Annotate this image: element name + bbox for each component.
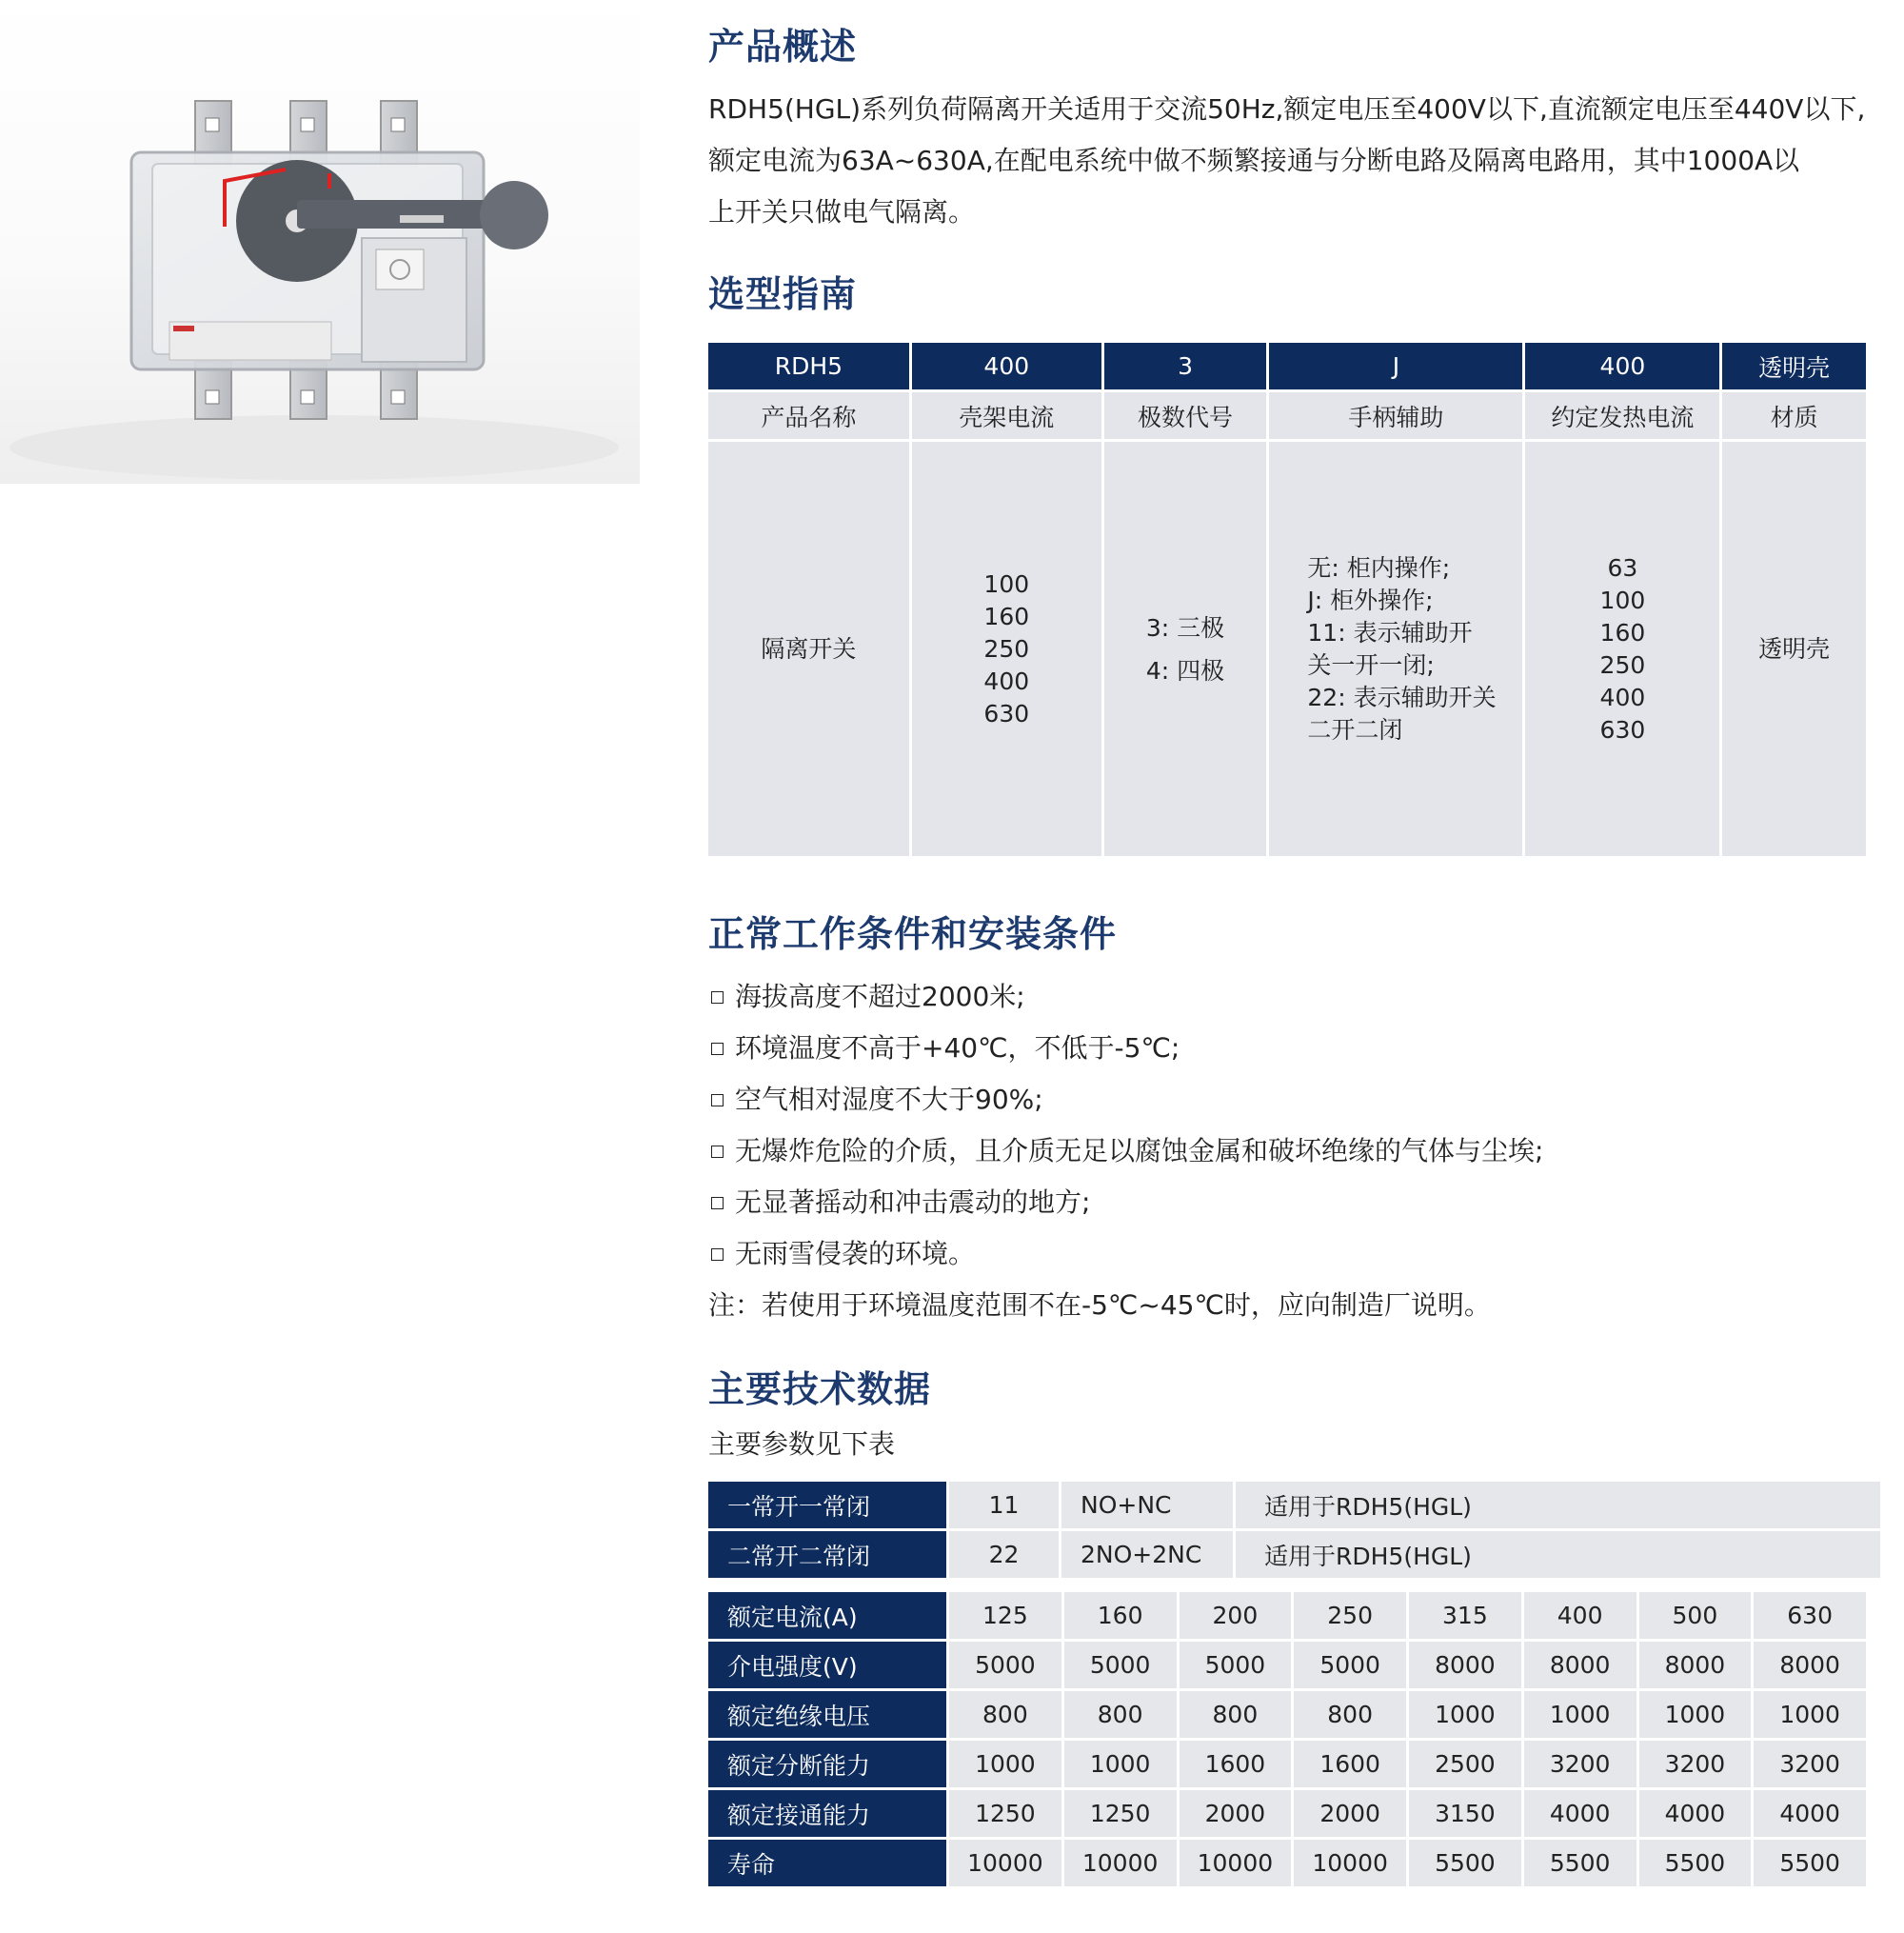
param-value-cell: 800 xyxy=(1064,1691,1177,1741)
param-value-cell: 800 xyxy=(949,1691,1061,1741)
table-row xyxy=(708,1741,1866,1790)
condition-text: 无爆炸危险的介质，且介质无足以腐蚀金属和破坏绝缘的气体与尘埃; xyxy=(735,1135,1544,1166)
param-name-cell: 额定电流(A) xyxy=(708,1592,946,1642)
frame-current-value: 160 xyxy=(983,602,1030,630)
param-value-cell: 8000 xyxy=(1524,1642,1636,1691)
handle-cell xyxy=(1269,442,1522,859)
aux-applies-cell: 适用于RDH5(HGL) xyxy=(1236,1531,1880,1581)
param-value-cell: 400 xyxy=(1524,1592,1636,1642)
thermal-current-value: 100 xyxy=(1599,586,1646,614)
list-item xyxy=(708,971,1543,1023)
aux-name-cell: 一常开一常闭 xyxy=(708,1482,946,1531)
poles-cell xyxy=(1104,442,1267,859)
selection-table xyxy=(705,343,1869,859)
param-value-cell: 1000 xyxy=(949,1741,1061,1790)
thermal-current-value: 63 xyxy=(1607,553,1638,582)
frame-current-value: 100 xyxy=(983,569,1030,598)
frame-current-value: 630 xyxy=(983,699,1030,727)
param-value-cell: 5000 xyxy=(1064,1642,1177,1691)
aux-contact-cell: 2NO+2NC xyxy=(1061,1531,1233,1581)
selection-title: 选型指南 xyxy=(708,273,858,315)
aux-applies-cell: 适用于RDH5(HGL) xyxy=(1236,1482,1880,1531)
table-row xyxy=(708,1592,1866,1642)
parameter-table-body xyxy=(708,1592,1866,1889)
param-value-cell: 3200 xyxy=(1639,1741,1752,1790)
param-value-cell: 5500 xyxy=(1639,1840,1752,1889)
selection-code-row xyxy=(708,343,1866,392)
table-row xyxy=(708,1691,1866,1741)
pole-option: 4: 四极 xyxy=(1145,656,1225,685)
param-value-cell: 2000 xyxy=(1294,1790,1406,1840)
thermal-current-value: 400 xyxy=(1599,683,1646,711)
condition-text: 空气相对湿度不大于90%; xyxy=(735,1084,1043,1115)
param-value-cell: 3150 xyxy=(1409,1790,1521,1840)
label-cell: 极数代号 xyxy=(1104,392,1267,442)
code-cell: 400 xyxy=(1525,343,1719,392)
label-cell: 材质 xyxy=(1722,392,1866,442)
material-cell: 透明壳 xyxy=(1722,442,1866,859)
param-value-cell: 315 xyxy=(1409,1592,1521,1642)
table-row xyxy=(708,1482,1880,1531)
param-value-cell: 1250 xyxy=(1064,1790,1177,1840)
handle-line: 二开二闭 xyxy=(1307,715,1403,744)
table-row xyxy=(708,1642,1866,1691)
frame-current-value: 400 xyxy=(983,667,1030,695)
label-cell: 约定发热电流 xyxy=(1525,392,1719,442)
param-value-cell: 1600 xyxy=(1180,1741,1292,1790)
list-item xyxy=(708,1177,1543,1228)
param-value-cell: 1250 xyxy=(949,1790,1061,1840)
isolation-switch-illustration xyxy=(0,0,640,484)
code-cell: 透明壳 xyxy=(1722,343,1866,392)
param-value-cell: 1000 xyxy=(1409,1691,1521,1741)
param-name-cell: 额定接通能力 xyxy=(708,1790,946,1840)
code-cell: 3 xyxy=(1104,343,1267,392)
param-value-cell: 10000 xyxy=(1180,1840,1292,1889)
condition-text: 无雨雪侵袭的环境。 xyxy=(735,1238,976,1269)
param-value-cell: 2500 xyxy=(1409,1741,1521,1790)
aux-name-cell: 二常开二常闭 xyxy=(708,1531,946,1581)
overview-paragraph xyxy=(708,84,1889,238)
param-value-cell: 1000 xyxy=(1524,1691,1636,1741)
tech-subtitle: 主要参数见下表 xyxy=(708,1428,896,1460)
list-item xyxy=(708,1228,1543,1280)
checkbox-bullet-icon xyxy=(711,991,724,1004)
param-value-cell: 5000 xyxy=(1180,1642,1292,1691)
checkbox-bullet-icon xyxy=(711,1094,724,1106)
overview-line: 额定电流为63A~630A,在配电系统中做不频繁接通与分断电路及隔离电路用，其中1000A以 xyxy=(708,145,1800,176)
selection-label-row xyxy=(708,392,1866,442)
list-item xyxy=(708,1023,1543,1074)
parameter-table xyxy=(705,1592,1869,1889)
aux-contact-table xyxy=(705,1482,1883,1581)
param-value-cell: 10000 xyxy=(1294,1840,1406,1889)
label-cell: 手柄辅助 xyxy=(1269,392,1522,442)
condition-text: 无显著摇动和冲击震动的地方; xyxy=(735,1186,1091,1218)
overview-line: RDH5(HGL)系列负荷隔离开关适用于交流50Hz,额定电压至400V以下,直流额定电压至440V以下, xyxy=(708,93,1866,125)
param-value-cell: 10000 xyxy=(949,1840,1061,1889)
list-item xyxy=(708,1126,1543,1177)
param-value-cell: 200 xyxy=(1180,1592,1292,1642)
param-value-cell: 8000 xyxy=(1639,1642,1752,1691)
param-name-cell: 额定分断能力 xyxy=(708,1741,946,1790)
param-value-cell: 160 xyxy=(1064,1592,1177,1642)
param-value-cell: 2000 xyxy=(1180,1790,1292,1840)
checkbox-bullet-icon xyxy=(711,1146,724,1158)
param-value-cell: 1000 xyxy=(1064,1741,1177,1790)
table-row xyxy=(708,1840,1866,1889)
code-cell: 400 xyxy=(912,343,1101,392)
param-value-cell: 5500 xyxy=(1409,1840,1521,1889)
product-name-cell: 隔离开关 xyxy=(708,442,909,859)
param-value-cell: 250 xyxy=(1294,1592,1406,1642)
conditions-list xyxy=(708,971,1543,1331)
param-value-cell: 8000 xyxy=(1409,1642,1521,1691)
param-value-cell: 4000 xyxy=(1754,1790,1866,1840)
thermal-current-cell xyxy=(1525,442,1719,859)
checkbox-bullet-icon xyxy=(711,1197,724,1209)
param-value-cell: 800 xyxy=(1294,1691,1406,1741)
label-cell: 壳架电流 xyxy=(912,392,1101,442)
param-name-cell: 寿命 xyxy=(708,1840,946,1889)
checkbox-bullet-icon xyxy=(711,1248,724,1261)
condition-text: 环境温度不高于+40℃，不低于-5℃; xyxy=(735,1032,1180,1064)
thermal-current-value: 160 xyxy=(1599,618,1646,647)
param-value-cell: 5000 xyxy=(949,1642,1061,1691)
label-cell: 产品名称 xyxy=(708,392,909,442)
param-name-cell: 介电强度(V) xyxy=(708,1642,946,1691)
param-value-cell: 1000 xyxy=(1639,1691,1752,1741)
param-value-cell: 5000 xyxy=(1294,1642,1406,1691)
param-value-cell: 1600 xyxy=(1294,1741,1406,1790)
param-value-cell: 8000 xyxy=(1754,1642,1866,1691)
param-value-cell: 630 xyxy=(1754,1592,1866,1642)
frame-current-value: 250 xyxy=(983,634,1030,663)
product-image xyxy=(0,0,640,484)
tech-title: 主要技术数据 xyxy=(708,1368,932,1410)
selection-values-row xyxy=(708,442,1866,859)
frame-current-cell xyxy=(912,442,1101,859)
handle-line: J: 柜外操作; xyxy=(1307,586,1434,614)
overview-title: 产品概述 xyxy=(708,26,858,68)
param-value-cell: 10000 xyxy=(1064,1840,1177,1889)
param-value-cell: 1000 xyxy=(1754,1691,1866,1741)
param-value-cell: 4000 xyxy=(1639,1790,1752,1840)
handle-line: 无: 柜内操作; xyxy=(1307,553,1451,582)
conditions-title: 正常工作条件和安装条件 xyxy=(708,913,1118,955)
param-value-cell: 4000 xyxy=(1524,1790,1636,1840)
handle-line: 22: 表示辅助开关 xyxy=(1307,683,1497,711)
param-value-cell: 500 xyxy=(1639,1592,1752,1642)
list-item xyxy=(708,1074,1543,1126)
param-value-cell: 3200 xyxy=(1524,1741,1636,1790)
param-value-cell: 5500 xyxy=(1524,1840,1636,1889)
param-name-cell: 额定绝缘电压 xyxy=(708,1691,946,1741)
note-text: 注：若使用于环境温度范围不在-5℃~45℃时，应向制造厂说明。 xyxy=(708,1289,1491,1321)
aux-contact-cell: NO+NC xyxy=(1061,1482,1233,1531)
aux-code-cell: 11 xyxy=(949,1482,1059,1531)
aux-code-cell: 22 xyxy=(949,1531,1059,1581)
param-value-cell: 3200 xyxy=(1754,1741,1866,1790)
code-cell: RDH5 xyxy=(708,343,909,392)
table-row xyxy=(708,1790,1866,1840)
code-cell: J xyxy=(1269,343,1522,392)
thermal-current-value: 630 xyxy=(1599,715,1646,744)
param-value-cell: 5500 xyxy=(1754,1840,1866,1889)
overview-line: 上开关只做电气隔离。 xyxy=(708,196,976,228)
handle-line: 11: 表示辅助开 xyxy=(1307,618,1473,647)
checkbox-bullet-icon xyxy=(711,1043,724,1055)
param-value-cell: 800 xyxy=(1180,1691,1292,1741)
thermal-current-value: 250 xyxy=(1599,650,1646,679)
condition-text: 海拔高度不超过2000米; xyxy=(735,981,1025,1012)
pole-option: 3: 三极 xyxy=(1145,613,1225,642)
param-value-cell: 125 xyxy=(949,1592,1061,1642)
handle-line: 关一开一闭; xyxy=(1307,650,1435,679)
conditions-note xyxy=(708,1280,1543,1331)
table-row xyxy=(708,1531,1880,1581)
